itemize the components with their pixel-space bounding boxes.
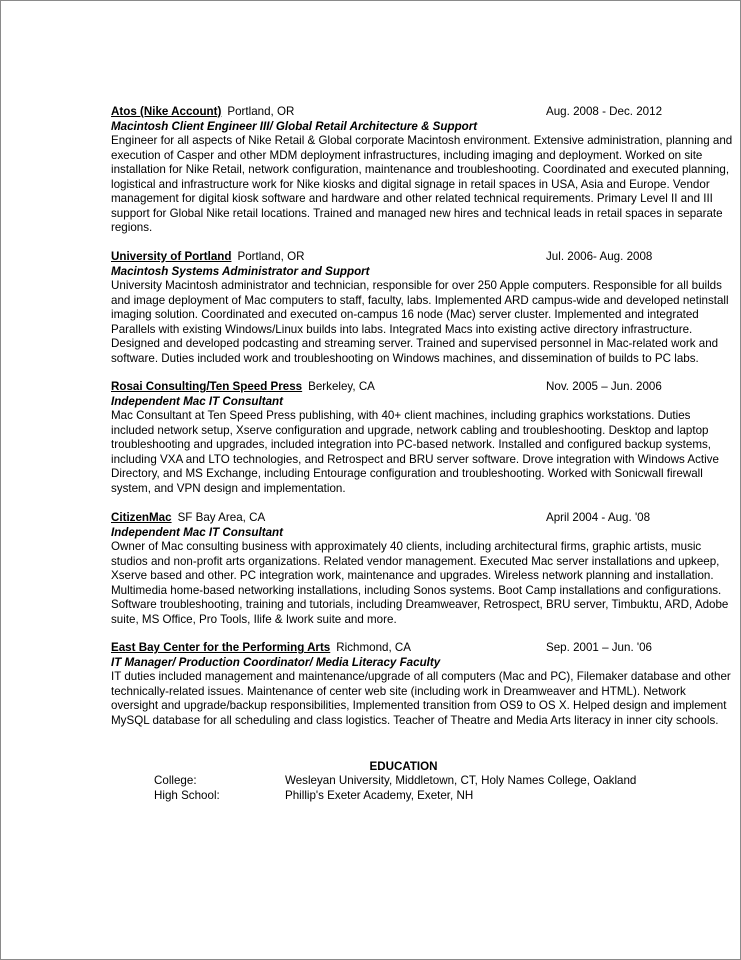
company-name: CitizenMac	[111, 511, 172, 524]
job-title: Independent Mac IT Consultant	[111, 525, 283, 539]
description-line: troubleshooting and upgrades, included integration into PC-based network. Installed and configured backup systems,	[111, 438, 712, 451]
job-header	[111, 250, 699, 265]
job-location: Richmond, CA	[336, 641, 412, 654]
description-line: including VXA and LTO technologies, and Retrospect and BRU server software. Drove integration with Windows Active	[111, 452, 719, 466]
description-line: MySQL database for all scheduling and class logistics. Teacher of Theatre and Media Arts literacy in inner city schools.	[111, 713, 719, 727]
company-name: East Bay Center for the Performing Arts	[111, 641, 331, 654]
education-college-row	[154, 774, 637, 789]
description-line: execution of Casper and other MDM deployment infrastructures, including imaging and deployment. Worked on site	[111, 148, 703, 162]
job-entry-rosai-consulting	[111, 380, 719, 496]
job-location: Portland, OR	[227, 105, 295, 118]
job-dates: Jul. 2006- Aug. 2008	[546, 250, 653, 263]
job-entry-university-of-portland	[111, 250, 729, 366]
job-entry-citizenmac	[111, 511, 729, 627]
job-description	[111, 134, 733, 236]
college-label: College:	[154, 774, 197, 787]
job-header	[111, 641, 699, 656]
description-line: included network setup, Xserve configuration and upgrade, network cabling and troubleshooting. Desktop and laptop	[111, 423, 709, 437]
job-description	[111, 670, 731, 728]
company-name: Rosai Consulting/Ten Speed Press	[111, 380, 303, 393]
company-name: University of Portland	[111, 250, 232, 263]
job-description	[111, 540, 729, 627]
job-dates: Sep. 2001 – Jun. '06	[546, 641, 652, 654]
description-line: software. Duties included work and troubleshooting on Windows machines, and dissemination of builds to PC labs.	[111, 351, 699, 365]
description-line: logistical and infrastructure work for Nike kiosks and digital signage in retail spaces in USA, Asia and Europe. Vendor	[111, 177, 710, 191]
job-title: Macintosh Systems Administrator and Support	[111, 264, 370, 278]
description-line: system, and VPN design and implementation.	[111, 481, 346, 495]
job-location: Berkeley, CA	[308, 380, 375, 393]
description-line: studios and non-profit arts organizations. Related vendor management. Executed Mac server installations and upkeep,	[111, 554, 720, 568]
education-highschool-row	[154, 789, 474, 804]
highschool-label: High School:	[154, 789, 220, 802]
college-value: Wesleyan University, Middletown, CT, Holy Names College, Oakland	[285, 774, 637, 787]
description-line: IT duties included management and maintenance/upgrade of all computers (Mac and PC), Filemaker database and other	[111, 670, 731, 683]
description-line: installation for Nike Retail, network configuration, maintenance and troubleshooting. Coordinated and executed planning,	[111, 163, 730, 176]
description-line: imaging solution. Coordinated and executed on-campus 16 node (Mac) server cluster. Implemented and integrated	[111, 308, 699, 321]
job-dates: Aug. 2008 - Dec. 2012	[546, 105, 663, 118]
description-line: Mac Consultant at Ten Speed Press publishing, with 40+ client machines, including graphics workstations. Duties	[111, 409, 691, 422]
job-dates: Nov. 2005 – Jun. 2006	[546, 380, 662, 393]
description-line: Engineer for all aspects of Nike Retail & Global corporate Macintosh environment. Extensive administration, planning and	[111, 134, 733, 147]
job-header	[111, 511, 699, 526]
description-line: Directory, and MS Exchange, including Entourage configuration and troubleshooting. Worked with Sonicwall firewall	[111, 467, 703, 480]
description-line: oversight and upgrade/backup responsibilities, Implemented transition from OS9 to OS X. Helped design and implement	[111, 699, 727, 712]
description-line: Parallels with existing Windows/Linux builds into labs. Integrated Macs into existing active directory infrastructure.	[111, 322, 693, 336]
job-location: SF Bay Area, CA	[177, 511, 266, 524]
job-description	[111, 279, 729, 366]
job-title: IT Manager/ Production Coordinator/ Media Literacy Faculty	[111, 655, 441, 669]
highschool-value: Phillip's Exeter Academy, Exeter, NH	[285, 789, 474, 802]
description-line: Owner of Mac consulting business with approximately 40 clients, including architectural firms, graphic artists, music	[111, 540, 702, 553]
description-line: technically-related issues. Maintenance of center web site (including work in Dreamweaver and HTML). Network	[111, 684, 686, 698]
job-title: Independent Mac IT Consultant	[111, 394, 283, 408]
description-line: Multimedia home-based networking installations, including Sonos systems. Boot Camp installations and configurations.	[111, 583, 722, 597]
job-title: Macintosh Client Engineer III/ Global Retail Architecture & Support	[111, 119, 478, 133]
job-dates: April 2004 - Aug. '08	[546, 511, 651, 524]
education-heading: EDUCATION	[369, 760, 438, 773]
company-name: Atos (Nike Account)	[111, 105, 222, 118]
description-line: University Macintosh administrator and technician, responsible for over 250 Apple computers. Responsible for all builds	[111, 279, 722, 292]
description-line: and image deployment of Mac computers to staff, faculty, labs. Implemented ARD campus-wide and developed netinstall	[111, 293, 729, 307]
description-line: suite, MS Office, Pro Tools, Ilife & Iwork suite and more.	[111, 612, 397, 626]
job-header	[111, 380, 699, 395]
job-entry-atos	[111, 105, 733, 236]
job-location: Portland, OR	[237, 250, 305, 263]
description-line: Designed and developed podcasting and streaming server. Trained and supervised personnel in Mac-related work and	[111, 337, 719, 350]
job-header	[111, 105, 699, 120]
description-line: Software troubleshooting, training and tutorials, including Dreamweaver, Retrospect, BRU server, Timbuktu, ARD, Adobe	[111, 598, 729, 611]
description-line: management for digital kiosk software and hardware and other related technical requirements. Primary Level II and III	[111, 192, 713, 205]
description-line: support for Global Nike retail locations. Trained and managed new hires and technical leads in retail spaces in separate	[111, 206, 723, 220]
description-line: Xserve based and other. PC integration work, maintenance and upgrades. Wireless network planning and installation.	[111, 569, 714, 582]
job-entry-east-bay-center	[111, 641, 731, 728]
job-description	[111, 409, 719, 496]
description-line: regions.	[111, 221, 153, 234]
